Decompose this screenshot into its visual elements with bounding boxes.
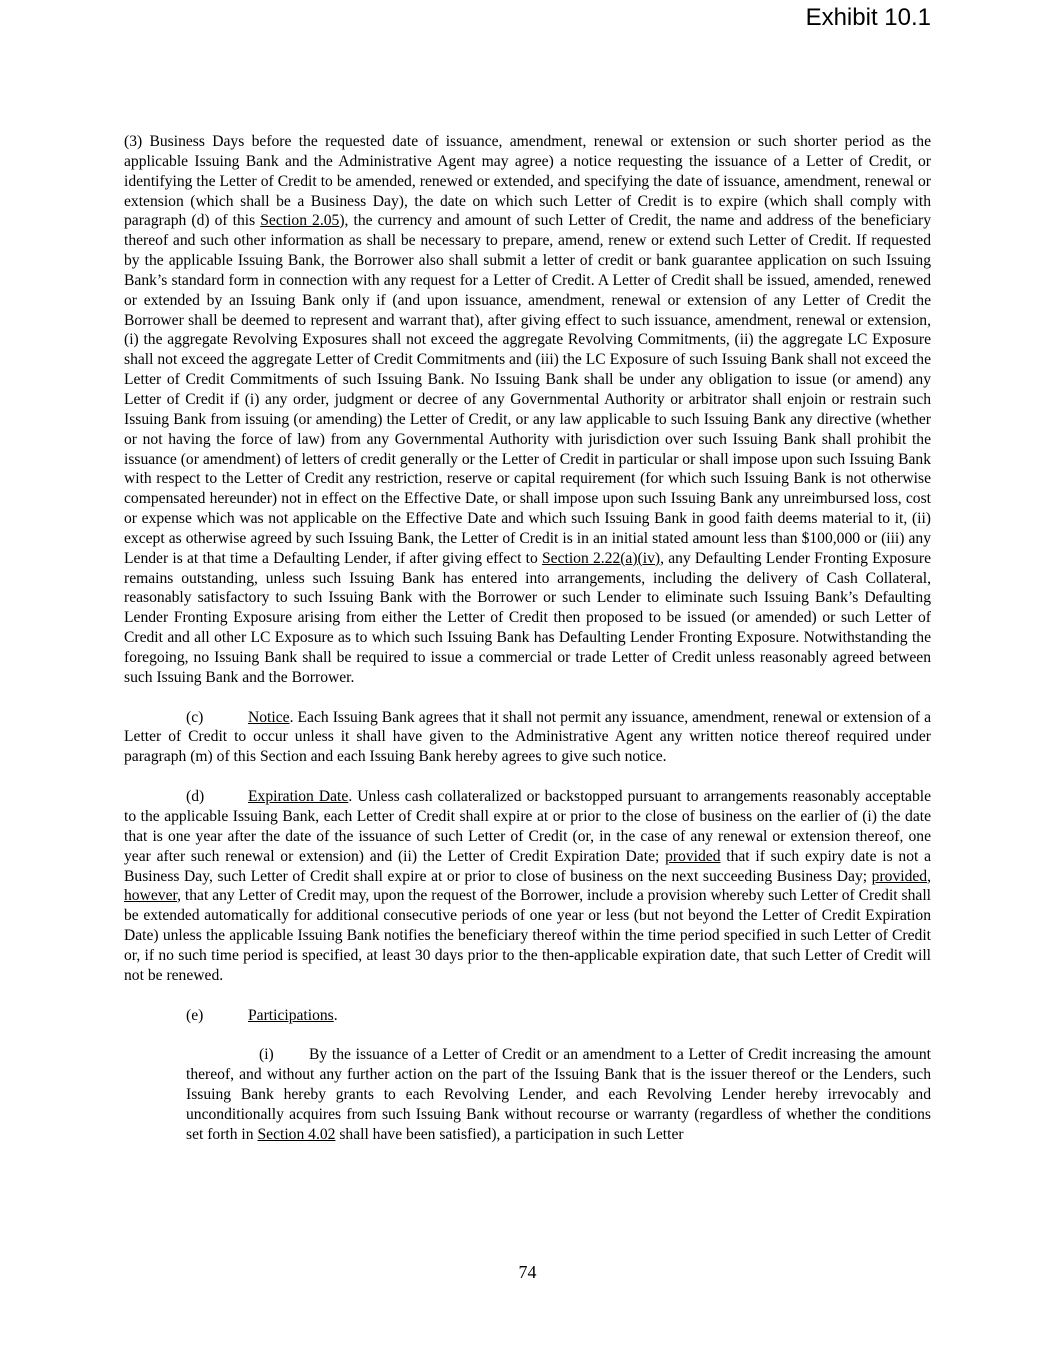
exhibit-label: Exhibit 10.1 bbox=[805, 4, 931, 31]
subsection-i bbox=[124, 1045, 931, 1144]
paragraph-text: . Unless cash collateralized or backstopped pursuant to arrangements reasonably acceptable to the applicable Issuing Bank, each Letter of Credit shall expire at or prior to the close of business on the earlier of (i) the date that is one year after the date of the issuance of such Letter of Credit (or, in the case of any renewal or extension thereof, one year after such renewal or extension) and (ii) the Letter of Credit Expiration Date; bbox=[124, 788, 931, 865]
defined-term: provided bbox=[665, 847, 721, 865]
paragraph-text: (3) Business Days before the requested date of issuance, amendment, renewal or extension or such shorter period as the applicable Issuing Bank and the Administrative Agent may agree) a notice requesting the issuance of a Letter of Credit, or identifying the Letter of Credit to be amended, renewed or extended, and specifying the date of issuance, amendment, renewal or extension (which shall be a Business Day), the date on which such Letter of Credit is to expire (which shall comply with paragraph (d) of this bbox=[124, 133, 931, 230]
subsection-i-paragraph bbox=[186, 1045, 931, 1144]
paragraph-text: By the issuance of a Letter of Credit or an amendment to a Letter of Credit increasing the amount thereof, and without any further action on the part of the Issuing Bank that is the issuer thereof or the Lenders, such Issuing Bank hereby grants to each Revolving Lender, and each Revolving Lender hereby irrevocably and unconditionally acquires from such Issuing Bank without recourse or warranty (regardless of whether the conditions set forth in bbox=[186, 1046, 931, 1143]
section-heading: Expiration Date bbox=[248, 788, 349, 806]
defined-term: provided bbox=[871, 867, 928, 885]
section-heading: Notice bbox=[248, 708, 290, 726]
section-reference: Section 4.02 bbox=[257, 1125, 336, 1143]
section-reference: Section 2.22(a)(iv) bbox=[541, 549, 661, 567]
section-reference: Section 2.05 bbox=[260, 212, 340, 230]
document-body bbox=[124, 132, 931, 1145]
section-label: (e) bbox=[186, 1006, 204, 1024]
paragraph-text: . Each Issuing Bank agrees that it shall not permit any issuance, amendment, renewal or extension of a Letter of Credit to occur unless it shall have given to the Administrative Agent any written notice thereof required under paragraph (m) of this Section and each Issuing Bank hereby agrees to give such notice. bbox=[124, 708, 931, 766]
page-number: 74 bbox=[518, 1262, 537, 1282]
section-d-paragraph bbox=[124, 787, 931, 985]
paragraph-text: , that any Letter of Credit may, upon the request of the Borrower, include a provision whereby such Letter of Credit shall be extended automatically for additional consecutive periods of one year or less (but not beyond the Letter of Credit Expiration Date) unless the applicable Issuing Bank notifies the beneficiary thereof within the time period specified in such Letter of Credit or, if no such time period is specified, at least 30 days prior to the then-applicable expiration date, that such Letter of Credit will not be renewed. bbox=[124, 887, 931, 984]
section-label: (c) bbox=[186, 708, 204, 726]
section-heading: Participations bbox=[248, 1006, 334, 1024]
paragraph-text: shall have been satisfied), a participation in such Letter bbox=[335, 1125, 684, 1143]
paragraph-text: , bbox=[927, 867, 931, 885]
defined-term: however bbox=[124, 887, 178, 905]
section-c-paragraph bbox=[124, 708, 931, 768]
subsection-label: (i) bbox=[259, 1046, 274, 1064]
paragraph-text: that if such expiry date is not a Business Day, such Letter of Credit shall expire at or prior to close of business on the next succeeding Business Day; bbox=[124, 847, 931, 885]
paragraph-text: , any Defaulting Lender Fronting Exposure remains outstanding, unless such Issuing Bank has entered into arrangements, including the delivery of Cash Collateral, reasonably satisfactory to such Issuing Bank with the Borrower or such Lender to eliminate such Issuing Bank’s Defaulting Lender Fronting Exposure arising from either the Letter of Credit then proposed to be issued (or amended) or such Letter of Credit and all other LC Exposure as to which such Issuing Bank has Defaulting Lender Fronting Exposure. Notwithstanding the foregoing, no Issuing Bank shall be required to issue a commercial or trade Letter of Credit unless reasonably agreed between such Issuing Bank and the Borrower. bbox=[124, 549, 932, 686]
paragraph-text: ), the currency and amount of such Letter of Credit, the name and address of the beneficiary thereof and such other information as shall be necessary to prepare, amend, renew or extend such Letter of Credit. If requested by the applicable Issuing Bank, the Borrower also shall submit a letter of credit or bank guarantee application on such Issuing Bank’s standard form in connection with any request for a Letter of Credit. A Letter of Credit shall be issued, amended, renewed or extended by an Issuing Bank only if (and upon issuance, amendment, renewal or extension of any Letter of Credit the Borrower shall be deemed to represent and warrant that), after giving effect to such issuance, amendment, renewal or extension, (i) the aggregate Revolving Exposures shall not exceed the aggregate Revolving Commitments, (ii) the aggregate LC Exposure shall not exceed the aggregate Letter of Credit Commitments and (iii) the LC Exposure of such Issuing Bank shall not exceed the Letter of Credit Commitments of such Issuing Bank. No Issuing Bank shall be under any obligation to issue (or amend) any Letter of Credit if (i) any order, judgment or decree of any Governmental Authority or arbitrator shall enjoin or restrain such Issuing Bank from issuing (or amending) the Letter of Credit, or any law applicable to such Issuing Bank any directive (whether or not having the force of law) from any Governmental Authority with jurisdiction over such Issuing Bank shall prohibit the issuance (or amendment) of letters of credit generally or the Letter of Credit in particular or shall impose upon such Issuing Bank with respect to the Letter of Credit any restriction, reserve or capital requirement (for which such Issuing Bank is not otherwise compensated hereunder) not in effect on the Effective Date, or shall impose upon such Issuing Bank any unreimbursed loss, cost or expense which was not applicable on the Effective Date and which such Issuing Bank in good faith deems material to it, (ii) except as otherwise agreed by such Issuing Bank, the Letter of Credit is in an initial stated amount less than $100,000 or (iii) any Lender is at that time a Defaulting Lender, if after giving effect to bbox=[124, 212, 931, 567]
continuation-paragraph bbox=[124, 132, 931, 688]
section-e-heading-paragraph bbox=[124, 1006, 931, 1026]
section-label: (d) bbox=[186, 788, 205, 806]
paragraph-text: . bbox=[333, 1006, 338, 1024]
